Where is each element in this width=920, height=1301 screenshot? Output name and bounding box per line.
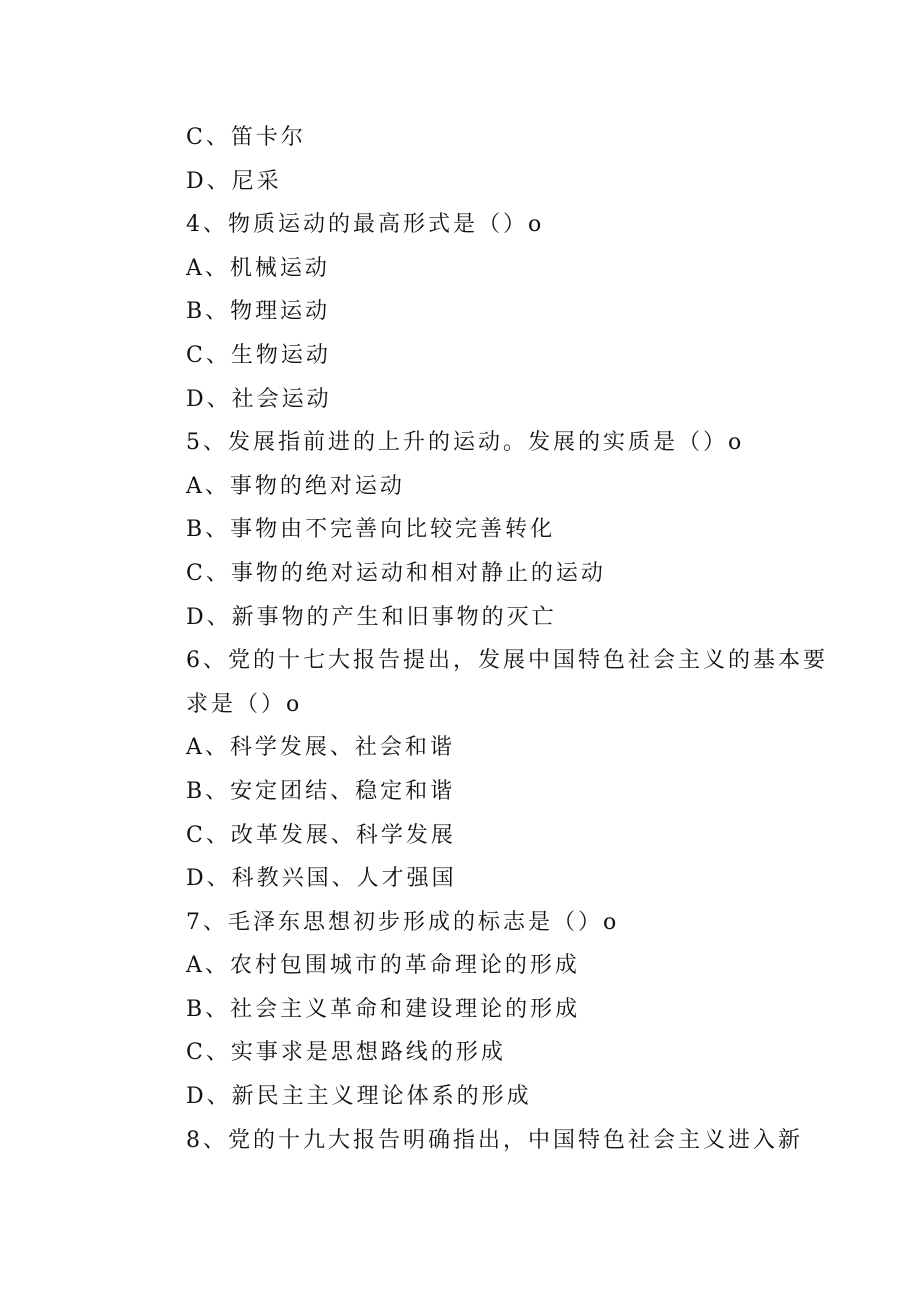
question-line: 5、发展指前进的上升的运动。发展的实质是（）o xyxy=(186,430,745,456)
option-line: B、社会主义革命和建设理论的形成 xyxy=(186,996,581,1022)
option-line: A、农村包围城市的革命理论的形成 xyxy=(186,953,580,979)
option-line: C、实事求是思想路线的形成 xyxy=(186,1040,506,1066)
option-line: D、新事物的产生和旧事物的灭亡 xyxy=(186,604,557,630)
option-line: A、事物的绝对运动 xyxy=(186,473,405,499)
option-line: D、尼采 xyxy=(186,168,282,194)
question-line: 6、党的十七大报告提出，发展中国特色社会主义的基本要 xyxy=(186,648,828,674)
question-line: 4、物质运动的最高形式是（）o xyxy=(186,212,545,238)
option-line: D、科教兴国、人才强国 xyxy=(186,866,457,892)
option-line: B、物理运动 xyxy=(186,299,331,325)
question-line: 8、党的十九大报告明确指出，中国特色社会主义进入新 xyxy=(186,1127,803,1153)
option-line: C、笛卡尔 xyxy=(186,125,306,150)
option-line: D、新民主主义理论体系的形成 xyxy=(186,1084,532,1110)
question-line: 7、毛泽东思想初步形成的标志是（）o xyxy=(186,909,620,935)
option-line: A、科学发展、社会和谐 xyxy=(186,735,455,761)
question-line-continued: 求是（）o xyxy=(186,691,303,717)
option-line: C、生物运动 xyxy=(186,342,331,368)
option-line: C、改革发展、科学发展 xyxy=(186,822,456,848)
option-line: C、事物的绝对运动和相对静止的运动 xyxy=(186,560,606,586)
question-list xyxy=(186,116,828,1162)
option-line: B、事物由不完善向比较完善转化 xyxy=(186,517,556,543)
option-line: B、安定团结、稳定和谐 xyxy=(186,778,456,804)
option-line: D、社会运动 xyxy=(186,386,332,412)
option-line: A、机械运动 xyxy=(186,255,330,281)
